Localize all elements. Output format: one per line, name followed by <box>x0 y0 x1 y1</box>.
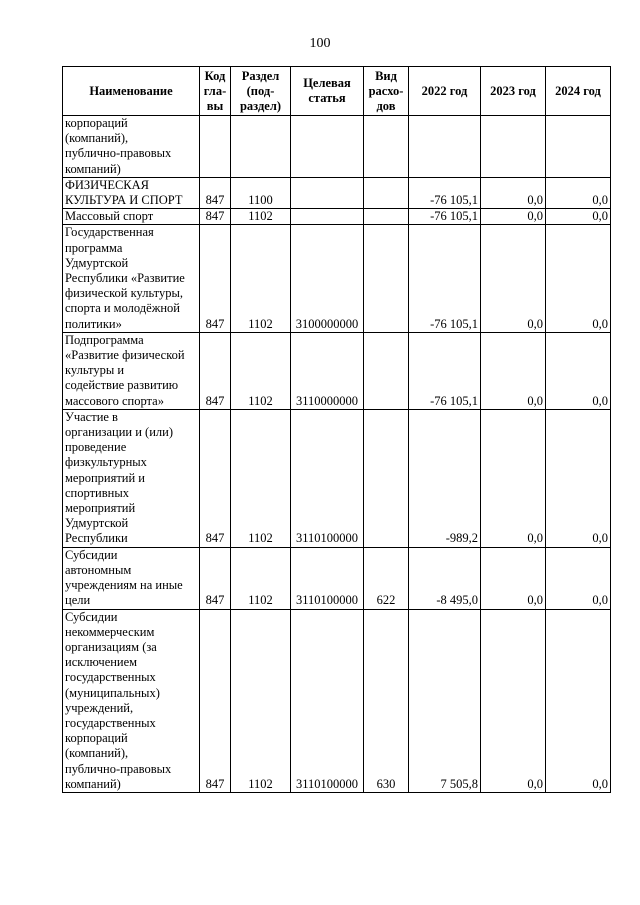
row-2024: 0,0 <box>546 609 611 792</box>
row-name: Государственная программа Удмуртской Республики «Развитие физической культуры, спорта и молодёжной политики» <box>63 225 200 332</box>
row-2022: -76 105,1 <box>409 225 481 332</box>
row-target <box>291 209 364 225</box>
row-2024: 0,0 <box>546 225 611 332</box>
row-2023: 0,0 <box>481 225 546 332</box>
row-code: 847 <box>200 225 231 332</box>
row-kind <box>364 225 409 332</box>
row-2022: -8 495,0 <box>409 547 481 609</box>
row-2022: 7 505,8 <box>409 609 481 792</box>
row-name: Субсидии автономным учреждениям на иные цели <box>63 547 200 609</box>
row-name: Участие в организации и (или) проведение физкультурных мероприятий и спортивных мероприятий Удмуртской Республики <box>63 409 200 547</box>
row-2024: 0,0 <box>546 547 611 609</box>
table-row <box>63 209 611 225</box>
row-code: 847 <box>200 609 231 792</box>
row-2024: 0,0 <box>546 177 611 208</box>
header-target: Целевая статья <box>291 67 364 116</box>
row-target: 3110000000 <box>291 332 364 409</box>
row-name: корпораций (компаний), публично-правовых компаний) <box>63 116 200 178</box>
row-section: 1102 <box>231 332 291 409</box>
row-section: 1100 <box>231 177 291 208</box>
header-section: Раздел (под- раздел) <box>231 67 291 116</box>
row-2022: -76 105,1 <box>409 177 481 208</box>
row-section: 1102 <box>231 225 291 332</box>
row-section <box>231 116 291 178</box>
row-kind <box>364 209 409 225</box>
row-code <box>200 116 231 178</box>
row-2023: 0,0 <box>481 609 546 792</box>
row-2023: 0,0 <box>481 177 546 208</box>
row-name: Массовый спорт <box>63 209 200 225</box>
row-2024: 0,0 <box>546 209 611 225</box>
header-2024: 2024 год <box>546 67 611 116</box>
row-target <box>291 116 364 178</box>
row-target: 3110100000 <box>291 609 364 792</box>
row-target: 3110100000 <box>291 547 364 609</box>
row-2023: 0,0 <box>481 547 546 609</box>
row-name: ФИЗИЧЕСКАЯ КУЛЬТУРА И СПОРТ <box>63 177 200 208</box>
table-row <box>63 409 611 547</box>
header-code: Код гла- вы <box>200 67 231 116</box>
row-target: 3110100000 <box>291 409 364 547</box>
table-row <box>63 177 611 208</box>
row-2023: 0,0 <box>481 209 546 225</box>
row-code: 847 <box>200 409 231 547</box>
header-2023: 2023 год <box>481 67 546 116</box>
budget-table <box>62 66 611 793</box>
table-row <box>63 547 611 609</box>
row-code: 847 <box>200 209 231 225</box>
row-kind <box>364 332 409 409</box>
row-name: Субсидии некоммерческим организациям (за исключением государственных (муниципальных) учреждений, государственных корпораций (компаний), публично-правовых компаний) <box>63 609 200 792</box>
row-section: 1102 <box>231 547 291 609</box>
row-section: 1102 <box>231 409 291 547</box>
table-row <box>63 332 611 409</box>
row-2022 <box>409 116 481 178</box>
page-number: 100 <box>309 36 331 51</box>
row-2024: 0,0 <box>546 332 611 409</box>
row-kind <box>364 116 409 178</box>
table-row <box>63 609 611 792</box>
row-2022: -76 105,1 <box>409 209 481 225</box>
row-2022: -76 105,1 <box>409 332 481 409</box>
row-2024: 0,0 <box>546 409 611 547</box>
table-row <box>63 116 611 178</box>
row-code: 847 <box>200 332 231 409</box>
table-header-row <box>63 67 611 116</box>
row-section: 1102 <box>231 209 291 225</box>
row-2022: -989,2 <box>409 409 481 547</box>
row-section: 1102 <box>231 609 291 792</box>
row-kind <box>364 177 409 208</box>
row-2023 <box>481 116 546 178</box>
row-kind: 630 <box>364 609 409 792</box>
row-2023: 0,0 <box>481 409 546 547</box>
row-2024 <box>546 116 611 178</box>
table-row <box>63 225 611 332</box>
header-2022: 2022 год <box>409 67 481 116</box>
row-kind <box>364 409 409 547</box>
row-target: 3100000000 <box>291 225 364 332</box>
header-kind: Вид расхо- дов <box>364 67 409 116</box>
row-code: 847 <box>200 177 231 208</box>
row-code: 847 <box>200 547 231 609</box>
row-2023: 0,0 <box>481 332 546 409</box>
row-target <box>291 177 364 208</box>
row-name: Подпрограмма «Развитие физической культуры и содействие развитию массового спорта» <box>63 332 200 409</box>
row-kind: 622 <box>364 547 409 609</box>
header-name: Наименование <box>63 67 200 116</box>
